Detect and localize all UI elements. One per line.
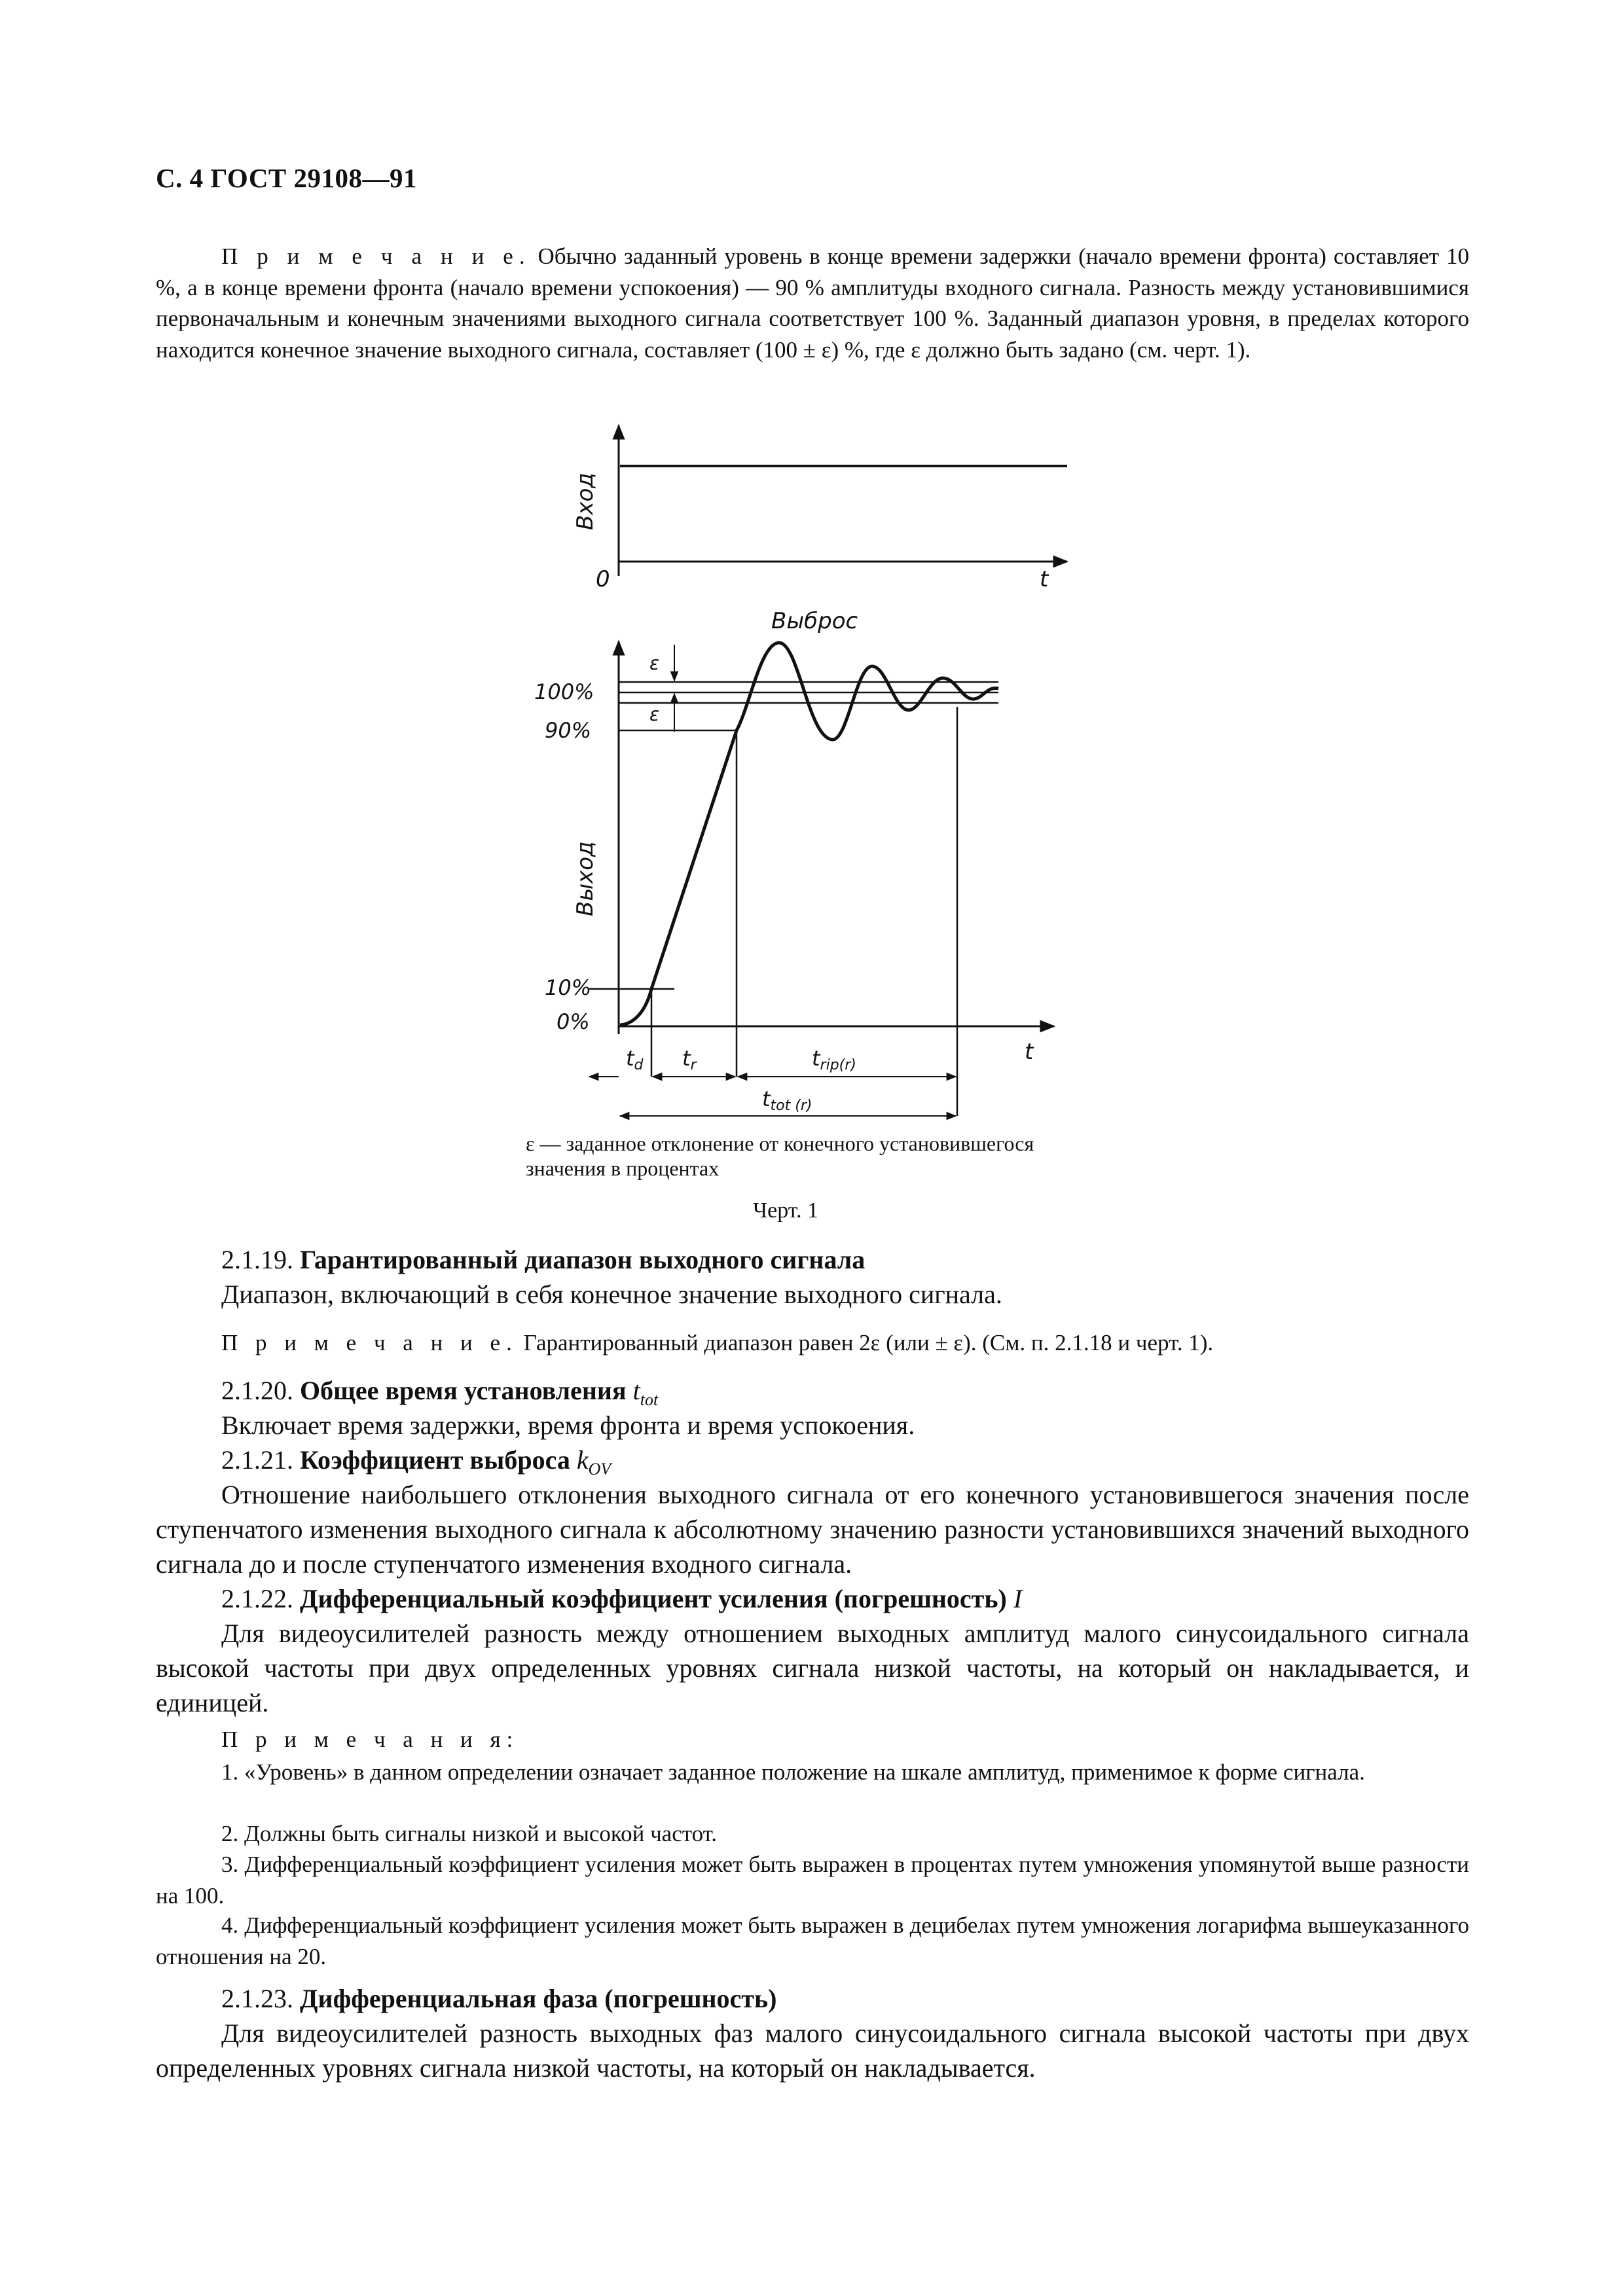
symbol-sub: tot (640, 1390, 659, 1409)
note-1-label: П р и м е ч а н и е. (221, 243, 531, 269)
overshoot-label: Выброс (771, 608, 858, 634)
note-item-2: 2. Должны быть сигналы низкой и высокой частот. (221, 1821, 718, 1846)
td-label: td (626, 1046, 644, 1073)
section-number: 2.1.23. (221, 1984, 293, 2013)
section-title: Дифференциальная фаза (погрешность) (300, 1984, 777, 2013)
section-2-1-23-body: Для видеоусилителей разность выходных фаз малого синусоидального сигнала высокой частоты при двух определенных уровнях сигнала низкой частоты, на который он накладывается. (156, 2018, 1469, 2083)
level-90-label: 90% (545, 718, 592, 743)
note-item-3: 3. Дифференциальный коэффициент усиления может быть выражен в процентах путем умножения упомянутой выше разности на 100. (156, 1852, 1469, 1909)
note-1-text: Обычно заданный уровень в конце времени задержки (начало времени фронта) составляет 10 %, а в конце времени фронта (начало времени успокоения) — 90 % амплитуды входного сигнала. Разность между установившимися первоначальным и конечным значениями выходного сигнала соответствует 100 %. Заданный диапазон уровня, в пределах которого находится конечное значение выходного сигнала, составляет (100 ± ε) %, где ε должно быть задано (см. черт. 1). (156, 243, 1469, 363)
section-number: 2.1.21. (221, 1445, 293, 1475)
figure-number: Черт. 1 (753, 1198, 819, 1223)
section-2-1-22-body: Для видеоусилителей разность между отношением выходных амплитуд малого синусоидального сигнала высокой частоты при двух определенных уровнях сигнала низкой частоты, на который он накладывается, и единицей. (156, 1619, 1469, 1717)
section-number: 2.1.20. (221, 1376, 293, 1405)
section-2-1-21-body: Отношение наибольшего отклонения выходного сигнала от его конечного установившегося значения после ступенчатого изменения выходного сигнала к абсолютному значению разности установившихся значений выходного сигнала до и после ступенчатого изменения входного сигнала. (156, 1480, 1469, 1579)
output-t-label: t (1025, 1039, 1034, 1065)
symbol: I (1013, 1584, 1023, 1613)
note-item-1: 1. «Уровень» в данном определении означает заданное положение на шкале амплитуд, применимое к форме сигнала. (221, 1759, 1365, 1785)
input-t-label: t (1040, 566, 1049, 592)
tr-label: tr (682, 1046, 697, 1073)
section-2-1-19-title (221, 1242, 865, 1277)
section-2-1-23-title (221, 1981, 776, 2016)
section-2-1-20-body: Включает время задержки, время фронта и время успокоения. (221, 1410, 915, 1440)
symbol-sub: OV (588, 1460, 611, 1479)
page-header: С. 4 ГОСТ 29108—91 (156, 163, 418, 193)
note-text: Гарантированный диапазон равен 2ε (или ± ε). (См. п. 2.1.18 и черт. 1). (517, 1330, 1214, 1355)
symbol: k (576, 1445, 589, 1475)
level-100-label: 100% (534, 679, 594, 704)
section-2-1-22-notes-label: П р и м е ч а н и я: (221, 1727, 519, 1752)
level-0-label: 0% (556, 1009, 590, 1034)
note-item-4: 4. Дифференциальный коэффициент усиления может быть выражен в децибелах путем умножения логарифма вышеуказанного отношения на 20. (156, 1912, 1469, 1969)
input-axis-label: Вход (572, 473, 598, 530)
figure-caption: ε — заданное отклонение от конечного установившегося значения в процентах (526, 1132, 1034, 1180)
section-2-1-19-note (221, 1325, 1213, 1360)
figure-1 (511, 419, 1100, 1126)
section-number: 2.1.19. (221, 1245, 293, 1274)
section-title: Гарантированный диапазон выходного сигнала (300, 1245, 866, 1274)
ttot-label: ttot (r) (762, 1086, 812, 1114)
origin-label: 0 (596, 566, 610, 592)
section-number: 2.1.22. (221, 1584, 293, 1613)
section-title: Коэффициент выброса (300, 1445, 570, 1475)
section-2-1-19-body: Диапазон, включающий в себя конечное значение выходного сигнала. (221, 1280, 1002, 1309)
output-axis-label: Выход (572, 841, 598, 916)
trip-label: trip(r) (812, 1046, 856, 1073)
section-title: Дифференциальный коэффициент усиления (погрешность) (300, 1584, 1007, 1613)
note-label: П р и м е ч а н и е. (221, 1330, 518, 1355)
output-curve (620, 643, 998, 1025)
eps-label-bottom: ε (649, 704, 660, 725)
note-1 (156, 241, 1469, 365)
section-title: Общее время установления (300, 1376, 627, 1405)
section-2-1-22-title (221, 1581, 1022, 1616)
level-10-label: 10% (545, 975, 592, 1000)
eps-label-top: ε (649, 653, 660, 674)
symbol: t (632, 1376, 640, 1405)
